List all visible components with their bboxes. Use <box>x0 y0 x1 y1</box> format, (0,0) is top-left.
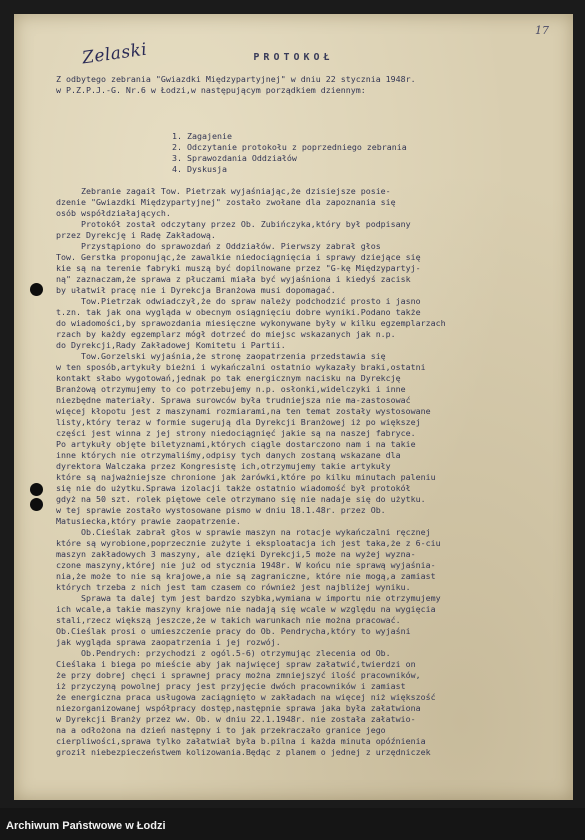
text-line: Tow.Pietrzak odwiadczył,że do spraw należy podchodzić prosto i jasno <box>56 296 421 306</box>
text-line: przez Dyrekcję i Radę Zakładową. <box>56 230 216 240</box>
text-line: do wiadomości,by sprawozdania miesięczne wykonywane były w kilku egzemplarzach <box>56 318 446 328</box>
text-line: dyrektora Walczaka przez Kongresistę ich,otrzymujemy takie artykuły <box>56 461 391 471</box>
agenda-item: 3. Sprawozdania Oddziałów <box>172 153 297 163</box>
text-line: gdyż na 50 szt. rolek piętowe cele otrzymano się nie nadaje się do użytku. <box>56 494 426 504</box>
handwritten-annotation: Zelaski <box>80 39 149 69</box>
text-line: ną" zaznaczam,że sprawa z płuczami miała być wyjaśniona i kiedyś zacisk <box>56 274 411 284</box>
text-line: się nie do użytku.Sprawa izolacji także ostatnio wiadomość był protokół <box>56 483 411 493</box>
text-line: groził niebezpieczeństwem kolizowania.Będąc z planem o jednej z urzędniczek <box>56 747 431 757</box>
punch-hole <box>30 283 43 296</box>
archive-name: Archiwum Państwowe w Łodzi <box>6 820 166 832</box>
document-title: PROTOKOŁ <box>253 52 334 63</box>
agenda-item: 1. Zagajenie <box>172 131 232 141</box>
text-line: których trzeba z nich jest tam czasem co również jest najbliżej wyniku. <box>56 582 411 592</box>
text-line: kie są na terenie fabryki muszą być dopilnowane przez "G-kę Międzypartyj- <box>56 263 421 273</box>
text-line: Branżową otrzymujemy to co potrzebujemy n.p. osłonki,widelczyki i inne <box>56 384 406 394</box>
text-line: Tow.Gorzelski wyjaśnia,że stronę zaopatrzenia przedstawia się <box>56 351 386 361</box>
text-line: Ob.Cieślak prosi o umieszczenie pracy do Ob. Pendrycha,który to wyjaśni <box>56 626 411 636</box>
text-line: więcej kłopotu jest z maszynami rozmiarami,na ten temat zostały wystosowane <box>56 406 431 416</box>
text-line: w Dyrekcji Branży przez ww. Ob. w dniu 22.1.1948r. nie została załatwio- <box>56 714 416 724</box>
text-line: stali,rzecz większą jeszcze,że w takich warunkach nie można pracować. <box>56 615 401 625</box>
page-number: 17 <box>535 24 549 37</box>
text-line: w P.Z.P.J.-G. Nr.6 w Łodzi,w następującym porządkiem dziennym: <box>56 85 366 95</box>
text-line: nia,że może to nie są krajowe,a nie są zagraniczne, które nie mogą,a zamiast <box>56 571 436 581</box>
text-line: ich wcale,a takie maszyny krajowe nie nadają się wcale w względu na wygięcia <box>56 604 436 614</box>
text-line: jak wygląda sprawa zaopatrzenia i jej rozwój. <box>56 637 281 647</box>
text-line: kontakt słabo wygotowań,jednak po tak energicznym nacisku na Dyrekcję <box>56 373 401 383</box>
text-line: na a odłożona na dzień następny i to jak przekraczało granice jego <box>56 725 386 735</box>
text-line: Tow. Gerstka proponując,że zawalkie niedociągnięcia i sprawy dziejące się <box>56 252 421 262</box>
punch-hole <box>30 498 43 511</box>
text-line: niezbędne materiały. Sprawa surowców była trudniejsza nie ma-zastosować <box>56 395 411 405</box>
text-line: w tej sprawie zostało wystosowane pismo w dniu 18.1.48r. przez Ob. <box>56 505 386 515</box>
text-line: rzach by każdy egzemplarz mógł dotrzeć do miejsc wskazanych jak n.p. <box>56 329 396 339</box>
text-line: Protokół został odczytany przez Ob. Zubińczyka,który był podpisany <box>56 219 411 229</box>
text-line: Ob.Cieślak zabrał głos w sprawie maszyn na rotacje wykańczalni ręcznej <box>56 527 431 537</box>
text-line: by ułatwił pracę nie i Dyrekcja Branżowa musi dopomagać. <box>56 285 336 295</box>
archive-footer <box>0 808 585 840</box>
text-line: które są wyrobione,poprzecznie zużyte i eksploatacja ich jest taka,że z 6-ciu <box>56 538 441 548</box>
text-line: Sprawa ta dalej tym jest bardzo szybka,wymiana w importu nie otrzymujemy <box>56 593 441 603</box>
text-line: inne których nie otrzymaliśmy,odpisy tych danych zostaną wskazane dla <box>56 450 401 460</box>
document-page <box>14 14 573 800</box>
text-line: Ob.Pendrych: przychodzi z ogól.5-6) otrzymując zlecenia od Ob. <box>56 648 391 658</box>
text-line: do Dyrekcji,Rady Zakładowej Komitetu i Partii. <box>56 340 286 350</box>
agenda-item: 2. Odczytanie protokołu z poprzedniego zebrania <box>172 142 407 152</box>
text-line: Zebranie zagaił Tow. Pietrzak wyjaśniając,że dzisiejsze posie- <box>56 186 391 196</box>
text-line: Cieślaka i biega po mieście aby jak najwięcej spraw załatwić,twierdzi on <box>56 659 416 669</box>
text-line: czone maszyny,której nie już od stycznia 1948r. W końcu nie sprawą wyjaśnia- <box>56 560 436 570</box>
body-text <box>56 186 573 758</box>
text-line: niezorganizowanej współpracy dostęp,następnie sprawa jaka była załatwiona <box>56 703 421 713</box>
text-line: maszyn zakładowych 3 maszyny, ale dzięki Dyrekcji,5 może na wyżej wyzna- <box>56 549 416 559</box>
text-line: części jest winna z jej strony niedociągnięć jakie są na naszej fabryce. <box>56 428 416 438</box>
text-line: że przy dobrej chęci i sprawnej pracy można zmniejszyć ilość pracowników, <box>56 670 421 680</box>
text-line: że energiczna praca usługowa zaciągnięto w zakładach na więcej niż większość <box>56 692 436 702</box>
intro-paragraph <box>56 74 573 96</box>
text-line: t.zn. tak jak ona wygląda w obecnym osiągnięciu dobre wyniki.Podano także <box>56 307 421 317</box>
text-line: iż przyczyną powolnej pracy jest przyjęcie dwóch pracowników i zamiast <box>56 681 406 691</box>
text-line: Po artykuły objęte biletyznami,których ciągle dostarczono nam i na takie <box>56 439 416 449</box>
text-line: listy,który teraz w formie sugerują dla Dyrekcji Branżowej iż po większej <box>56 417 421 427</box>
punch-hole <box>30 483 43 496</box>
text-line: dzenie "Gwiazdki Międzypartyjnej" zostało zwołane dla zapoznania się <box>56 197 396 207</box>
text-line: Z odbytego zebrania "Gwiazdki Międzypartyjnej" w dniu 22 stycznia 1948r. <box>56 74 416 84</box>
text-line: Matusiecka,który prawie zaopatrzenie. <box>56 516 241 526</box>
agenda-item: 4. Dyskusja <box>172 164 227 174</box>
text-line: które są najważniejsze chronione jak żarówki,które po kilku minutach paleniu <box>56 472 436 482</box>
text-line: cierpliwości,sprawa tylko załatwiał była b.pilna i każda minuta opóźnienia <box>56 736 426 746</box>
agenda-list <box>172 131 407 175</box>
text-line: w ten sposób,artykuły bieżni i wykańczalni ostatnio wykazały braki,ostatni <box>56 362 426 372</box>
text-line: Przystąpiono do sprawozdań z Oddziałów. Pierwszy zabrał głos <box>56 241 381 251</box>
text-line: osób współdziałających. <box>56 208 171 218</box>
